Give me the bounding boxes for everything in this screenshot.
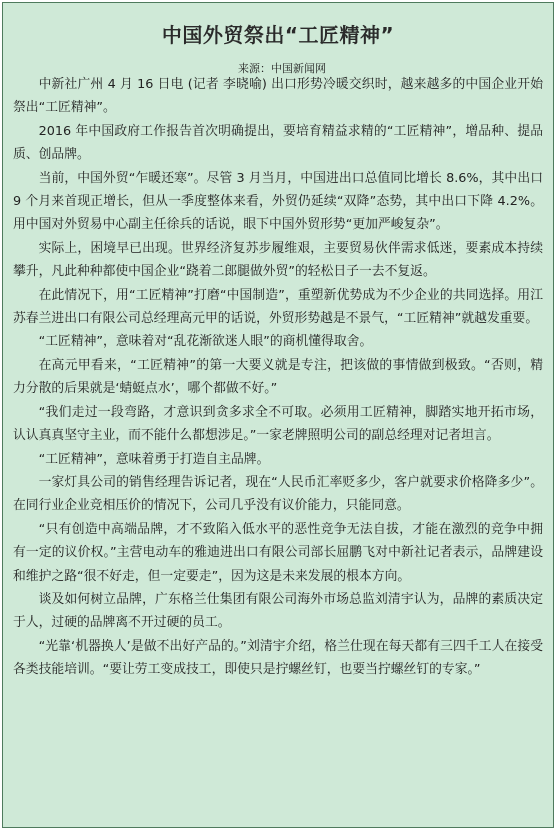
paragraph: “工匠精神”，意味着对“乱花渐欲迷人眼”的商机懂得取舍。 bbox=[38, 334, 373, 350]
paragraph: 一家灯具公司的销售经理告诉记者，现在“人民币汇率贬多少，客户就要求价格降多少”。在同行业企业竞相压价的情况下，公司几乎没有议价能力，只能同意。 bbox=[13, 474, 543, 514]
paragraph: 2016 年中国政府工作报告首次明确提出，要培育精益求精的“工匠精神”，增品种、提品质、创品牌。 bbox=[13, 123, 543, 163]
paragraph: 在此情况下，用“工匠精神”打磨“中国制造”，重塑新优势成为不少企业的共同选择。用江苏春兰进出口有限公司总经理高元甲的话说，外贸形势越是不景气，“工匠精神”就越发重要。 bbox=[13, 287, 543, 327]
paragraph: 中新社广州 4 月 16 日电 (记者 李晓喻) 出口形势冷暖交织时，越来越多的中国企业开始祭出“工匠精神”。 bbox=[13, 77, 543, 116]
paragraph: 谈及如何树立品牌，广东格兰仕集团有限公司海外市场总监刘清宇认为，品牌的素质决定于人，过硬的品牌离不开过硬的员工。 bbox=[13, 591, 543, 631]
paragraph: “光靠‘机器换人’是做不出好产品的。”刘清宇介绍，格兰仕现在每天都有三四千工人在接受各类技能培训。“要让劳工变成技工，即使只是拧螺丝钉，也要当拧螺丝钉的专家。” bbox=[13, 638, 543, 678]
paragraph: “工匠精神”，意味着勇于打造自主品牌。 bbox=[38, 451, 270, 467]
paragraph: 在高元甲看来，“工匠精神”的第一大要义就是专注，把该做的事情做到极致。“否则，精力分散的后果就是‘蜻蜓点水’，哪个都做不好。” bbox=[13, 357, 543, 397]
paragraph: 当前，中国外贸“乍暖还寒”。尽管 3 月当月，中国进出口总值同比增长 8.6%，其中出口 9 个月来首现正增长，但从一季度整体来看，外贸仍延续“双降”态势，其中出口下降 4.2%。用中国对外贸易中心副主任徐兵的话说，眼下中国外贸形势“更加严峻复杂”。 bbox=[13, 170, 543, 233]
article-title: 中国外贸祭出“工匠精神” bbox=[161, 23, 395, 47]
article-body bbox=[13, 73, 543, 682]
paragraph: “我们走过一段弯路，才意识到贪多求全不可取。必须用工匠精神，脚踏实地开拓市场，认认真真坚守主业，而不能什么都想涉足。”一家老牌照明公司的副总经理对记者坦言。 bbox=[13, 404, 543, 444]
article-source: 来源：中国新闻网 bbox=[238, 62, 326, 75]
article-page bbox=[2, 2, 554, 828]
paragraph: 实际上，困境早已出现。世界经济复苏步履维艰，主要贸易伙伴需求低迷，要素成本持续攀升，凡此种种都使中国企业“跷着二郎腿做外贸”的轻松日子一去不复返。 bbox=[13, 240, 543, 280]
paragraph: “只有创造中高端品牌，才不致陷入低水平的恶性竞争无法自拔，才能在激烈的竞争中拥有一定的议价权。”主营电动车的雅迪进出口有限公司部长屈鹏飞对中新社记者表示，品牌建设和维护之路“很不好走，但一定要走”，因为这是未来发展的根本方向。 bbox=[13, 521, 543, 584]
